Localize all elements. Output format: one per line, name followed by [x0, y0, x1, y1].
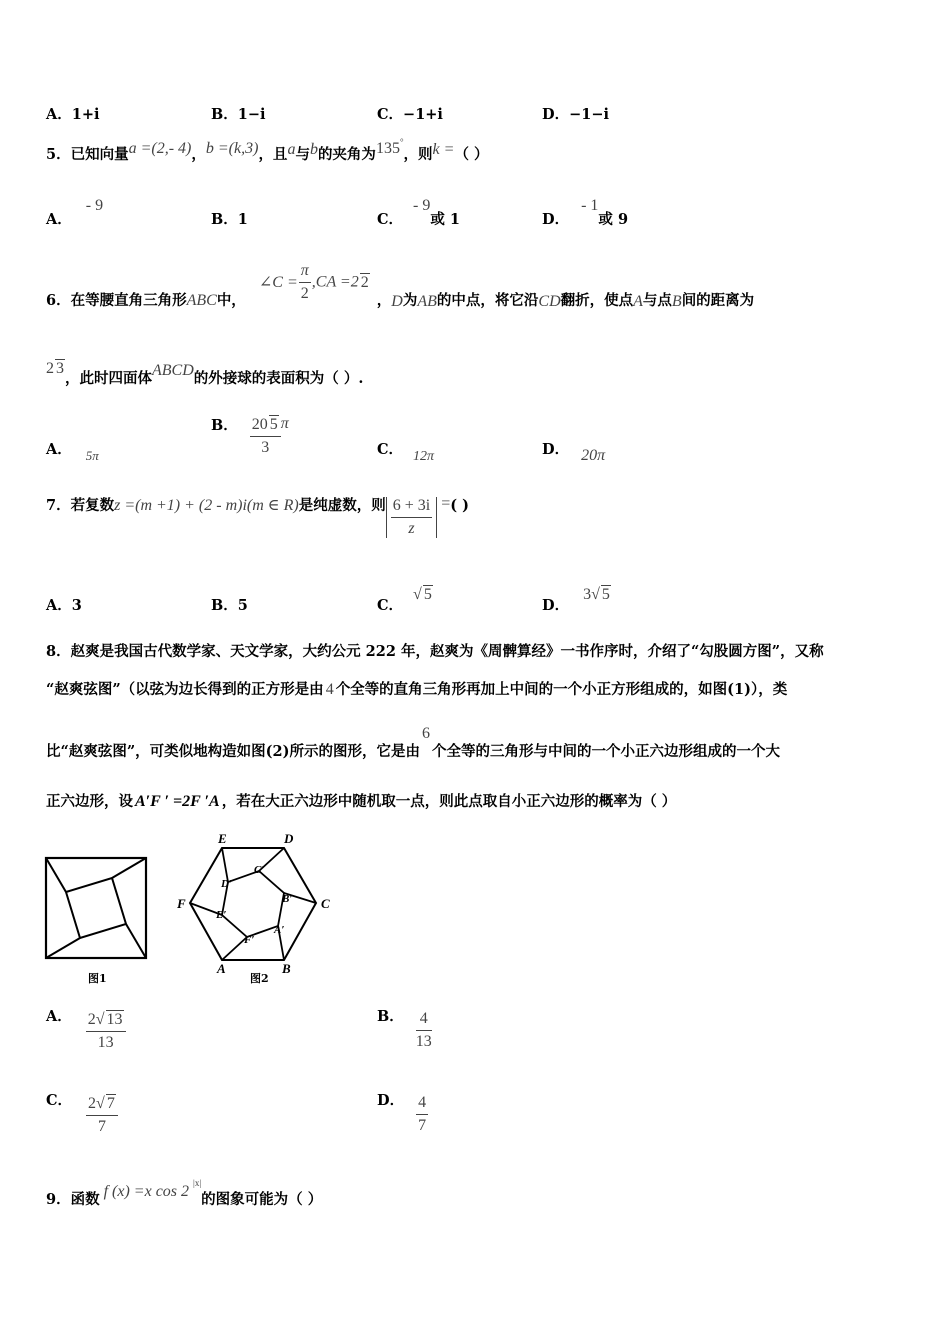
q6-option-a: A． 5π: [46, 441, 99, 463]
q7-option-d: D．3√ 5: [542, 586, 610, 614]
fig1-caption: 图1: [88, 972, 107, 985]
q5-option-b: B．1: [211, 211, 248, 228]
q8-option-c: C． $\frac{2√ 7}{7}$: [46, 1094, 118, 1136]
q7-option-a: A．3: [46, 597, 82, 614]
fig2-label-D-prime: D′: [221, 878, 233, 890]
q4-option-c: C．−1+i: [377, 106, 443, 123]
q4-option-d: D．−1−i: [542, 106, 609, 123]
q6-option-d: D． 20π: [542, 441, 606, 464]
fig2-label-B: B: [282, 961, 291, 976]
q8-line2: “赵爽弦图”（以弦为边长得到的正方形是由 4 个全等的直角三角形再加上中间的一个小正方形组成的，如图(1)），类: [46, 681, 788, 698]
q5-option-a: A．- 9: [46, 197, 104, 228]
fig2-label-E-prime: E′: [216, 909, 227, 921]
q8-line4: 正六边形，设 A′F ′ =2F ′A ，若在大正六边形中随机取一点，则此点取自小正六边形的概率为（ ）: [46, 793, 677, 810]
fig2-label-F-prime: F′: [244, 934, 255, 946]
q8-option-a: A． $\frac{2√ 13}{13}$: [46, 1010, 126, 1052]
q6-option-c: C． 12π: [377, 441, 435, 464]
q6-option-b: B． $\frac{20 5}{3}$ π: [211, 415, 289, 456]
fig2-label-C-prime: C′: [254, 864, 265, 876]
fig2-label-C: C: [321, 896, 330, 911]
q4-option-a: A．1+i: [46, 106, 100, 123]
q8-line3: 比“赵爽弦图”，可类似地构造如图(2)所示的图形，它是由6个全等的三角形与中间的一个小正六边形组成的一个大: [46, 725, 780, 760]
q6-stem-line1: 6．在等腰直角三角形ABC中， ∠C = $\frac{\pi}{2}$ ,CA =2 2 ，D为AB的中点，将它沿CD翻折，使点A与点B间的距离为: [46, 262, 755, 310]
fig2-label-E: E: [218, 831, 227, 846]
fig2-label-D: D: [284, 831, 294, 846]
fig2-label-B-prime: B′: [282, 893, 293, 905]
fig2-caption: 图2: [250, 972, 269, 985]
hexagon-figure: [170, 826, 340, 986]
q8-option-b: B． $\frac{4}{13}$: [377, 1007, 432, 1050]
q4-option-b: B．1−i: [211, 106, 266, 123]
q8-line1: 8．赵爽是我国古代数学家、天文学家，大约公元 222 年，赵爽为《周髀算经》一书作序时，介绍了“勾股圆方图”，又称: [46, 643, 824, 660]
fig2-label-A-prime: A′: [274, 924, 285, 936]
q5-option-d: D．- 1或 9: [542, 197, 629, 228]
q9-stem: 9．函数 f (x) =x cos 2 $^{|x|}$的图象可能为（ ）: [46, 1178, 323, 1208]
q5-option-c: C．- 9或 1: [377, 197, 461, 228]
q7-stem: 7．若复数z =(m +1) + (2 - m)i(m ∈ R)是纯虚数，则 $\frac{6 + 3i}{z}$ =( ): [46, 494, 470, 537]
q7-option-b: B．5: [211, 597, 248, 614]
q7-option-c: C．√ 5: [377, 586, 432, 614]
fig1-outer-square: [46, 858, 146, 958]
fig2-label-A: A: [217, 961, 226, 976]
zhao-shuang-square-figure: [44, 856, 148, 988]
q6-stem-line2: 2 3，此时四面体ABCD的外接球的表面积为（ ）.: [46, 360, 364, 387]
q5-stem: 5．已知向量a =(2,- 4)，b =(k,3)，且a与b的夹角为135°，则k =（ ）: [46, 137, 489, 163]
fig1-inner-square: [66, 878, 126, 938]
q8-option-d: D． $\frac{4}{7}$: [377, 1091, 427, 1134]
fig2-label-F: F: [177, 896, 186, 911]
